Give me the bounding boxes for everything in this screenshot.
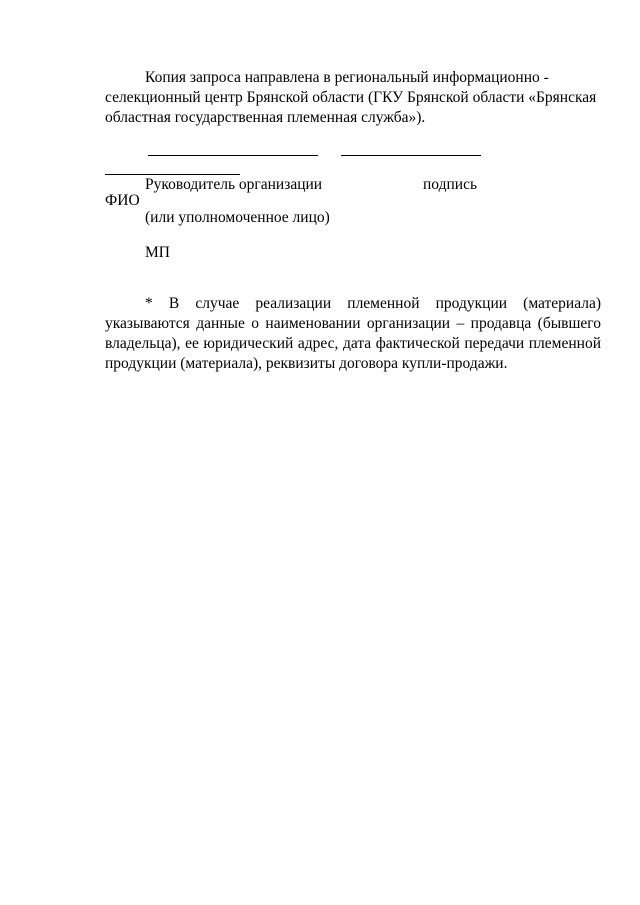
authorized-label: (или уполномоченное лицо) <box>145 209 330 226</box>
signature-line <box>341 155 481 156</box>
stamp-label: МП <box>145 244 170 261</box>
head-signature-line <box>148 155 318 156</box>
head-label: Руководитель организации <box>145 176 323 193</box>
name-label: ФИО <box>105 192 140 209</box>
signature-label: подпись <box>423 176 478 193</box>
footnote-paragraph: * В случае реализации племенной продукции (материала) указываются данные о наименовании организации – продавца (бывшего владельца), ее юридический адрес, дата фактической передачи племенной продукции (материала), реквизиты договора купли-продажи. <box>105 295 601 372</box>
copy-note-paragraph: Копия запроса направлена в региональный информационно - селекционный центр Брянской области (ГКУ Брянской области «Брянская областная государственная племенная служба»). <box>105 69 597 126</box>
